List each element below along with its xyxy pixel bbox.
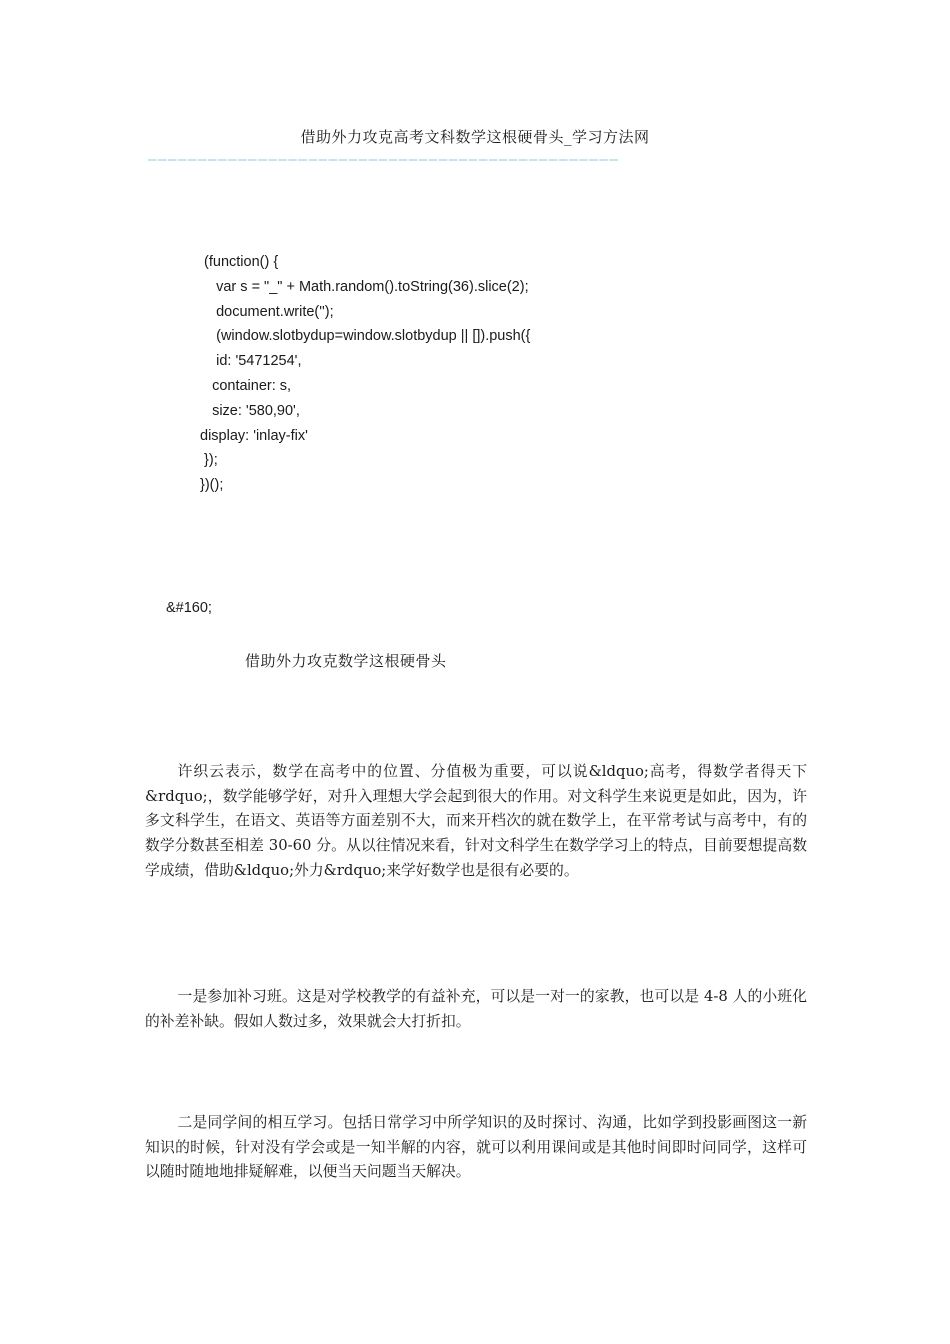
html-entity-text: &#160;: [166, 600, 212, 616]
code-line: size: '580,90',: [200, 402, 300, 419]
code-line: (function() {: [200, 254, 279, 270]
code-line: })();: [200, 477, 224, 494]
paragraph-tutoring: 一是参加补习班。这是对学校教学的有益补充，可以是一对一的家教，也可以是 4-8 人的小班化的补差补缺。假如人数过多，效果就会大打折扣。: [145, 987, 807, 1030]
paragraph-intro: 许织云表示，数学在高考中的位置、分值极为重要，可以说&ldquo;高考，得数学者得天下&rdquo;，数学能够学好，对升入理想大学会起到很大的作用。对文科学生来说更是如此，因为，许多文科学生，在语文、英语等方面差别不大，而来开档次的就在数学上，在平常考试与高考中，有的数学分数甚至相差 30-60 分。从以往情况来看，针对文科学生在数学学习上的特点，目前要想提高数学成绩，借助&ldquo;外力&rdquo;来学好数学也是很有必要的。: [145, 762, 807, 879]
code-line: id: '5471254',: [200, 353, 302, 370]
code-line: var s = "_" + Math.random().toString(36).slice(2);: [200, 278, 529, 295]
article-title: 借助外力攻克数学这根硬骨头: [245, 652, 447, 670]
header-divider: ———————————————————————————————————————————————: [148, 152, 620, 166]
code-block: [200, 250, 530, 498]
code-line: display: 'inlay-fix': [200, 427, 308, 444]
code-line: });: [200, 452, 218, 469]
header-title: 借助外力攻克高考文科数学这根硬骨头_学习方法网: [300, 128, 650, 146]
code-line: document.write('');: [200, 303, 334, 320]
paragraph-peer-learning: 二是同学间的相互学习。包括日常学习中所学知识的及时探讨、沟通，比如学到投影画图这一新知识的时候，针对没有学会或是一知半解的内容，就可以利用课间或是其他时间即时问同学，这样可以随时随地地排疑解难，以便当天问题当天解决。: [145, 1113, 807, 1181]
code-line: (window.slotbydup=window.slotbydup || []).push({: [200, 328, 531, 345]
code-line: container: s,: [200, 377, 292, 394]
